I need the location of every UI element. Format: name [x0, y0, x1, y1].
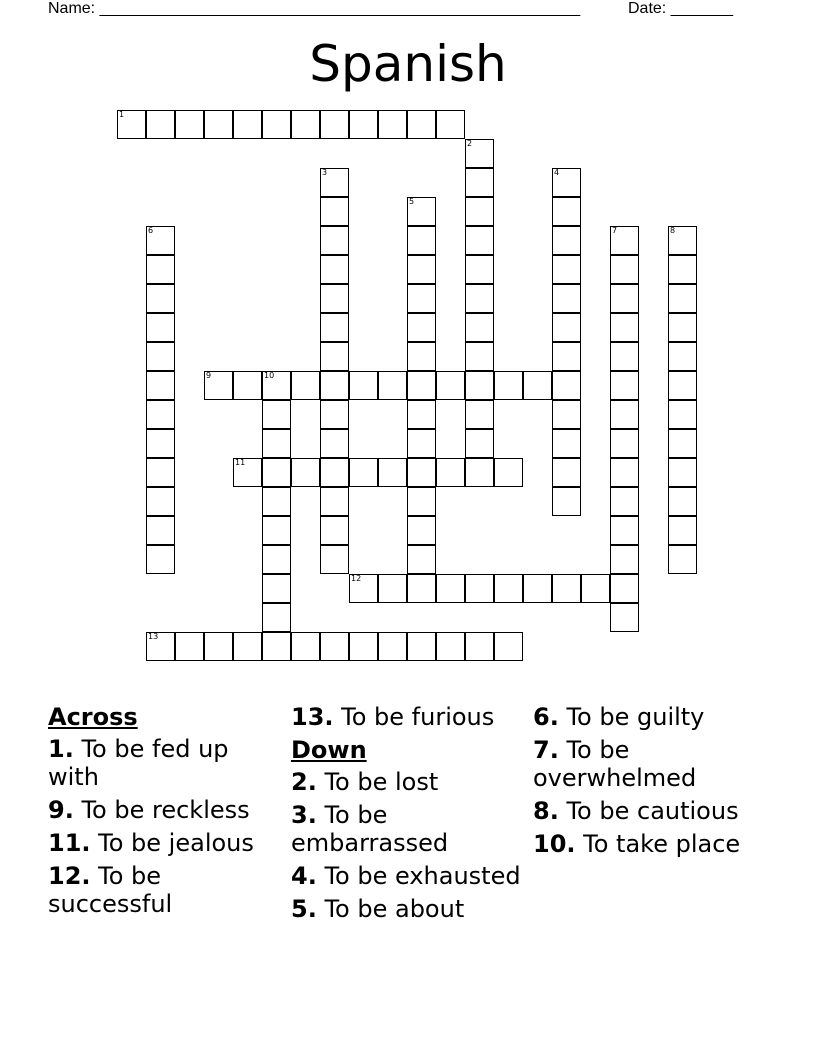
grid-cell[interactable]: [552, 574, 581, 603]
grid-cell[interactable]: [610, 429, 639, 458]
grid-cell[interactable]: [668, 458, 697, 487]
grid-cell[interactable]: [610, 226, 639, 255]
grid-cell[interactable]: [262, 371, 291, 400]
grid-cell[interactable]: [552, 313, 581, 342]
grid-cell[interactable]: [610, 603, 639, 632]
grid-cell[interactable]: [146, 255, 175, 284]
grid-cell[interactable]: [668, 400, 697, 429]
grid-cell[interactable]: [262, 487, 291, 516]
grid-cell[interactable]: [407, 574, 436, 603]
grid-cell[interactable]: [233, 632, 262, 661]
grid-cell[interactable]: [668, 429, 697, 458]
grid-cell[interactable]: [146, 284, 175, 313]
clue-number: 1: [119, 110, 125, 119]
grid-cell[interactable]: [668, 371, 697, 400]
grid-cell[interactable]: [610, 487, 639, 516]
grid-cell[interactable]: [610, 400, 639, 429]
grid-cell[interactable]: [320, 168, 349, 197]
grid-cell[interactable]: [407, 255, 436, 284]
grid-cell[interactable]: [378, 458, 407, 487]
grid-cell[interactable]: [465, 632, 494, 661]
clue-column-2: [291, 703, 527, 928]
grid-cell[interactable]: [610, 458, 639, 487]
grid-cell[interactable]: [552, 487, 581, 516]
grid-cell[interactable]: [320, 400, 349, 429]
grid-cell[interactable]: [552, 255, 581, 284]
grid-cell[interactable]: [378, 574, 407, 603]
grid-cell[interactable]: [407, 400, 436, 429]
clue-number: 10: [264, 371, 275, 380]
clue-number: 8: [670, 226, 676, 235]
grid-cell[interactable]: [146, 632, 175, 661]
grid-cell[interactable]: [668, 313, 697, 342]
grid-cell[interactable]: [407, 458, 436, 487]
grid-cell[interactable]: [552, 226, 581, 255]
grid-cell[interactable]: [465, 400, 494, 429]
grid-cell[interactable]: [668, 516, 697, 545]
grid-cell[interactable]: [668, 342, 697, 371]
grid-cell[interactable]: [610, 284, 639, 313]
grid-cell[interactable]: [320, 516, 349, 545]
grid-cell[interactable]: [552, 429, 581, 458]
grid-cell[interactable]: [436, 632, 465, 661]
clue-column-3: [533, 703, 769, 863]
clue-down-7: 7. To be overwhelmed: [533, 736, 697, 792]
grid-cell[interactable]: [407, 313, 436, 342]
grid-cell[interactable]: [291, 371, 320, 400]
grid-cell[interactable]: [407, 632, 436, 661]
grid-cell[interactable]: [407, 429, 436, 458]
clue-down-8: 8. To be cautious: [533, 797, 739, 825]
grid-cell[interactable]: [175, 632, 204, 661]
grid-cell[interactable]: [552, 400, 581, 429]
clue-number: 5: [409, 197, 415, 206]
clue-down-2: 2. To be lost: [291, 768, 439, 796]
grid-cell[interactable]: [233, 110, 262, 139]
grid-cell[interactable]: [552, 284, 581, 313]
grid-cell[interactable]: [146, 226, 175, 255]
grid-cell[interactable]: [407, 516, 436, 545]
grid-cell[interactable]: [146, 458, 175, 487]
name-field-label[interactable]: Name: ______________________________________________________: [48, 0, 581, 17]
grid-cell[interactable]: [494, 574, 523, 603]
grid-cell[interactable]: [465, 284, 494, 313]
clue-across-11: 11. To be jealous: [48, 829, 254, 857]
grid-cell[interactable]: [204, 632, 233, 661]
grid-cell[interactable]: [465, 168, 494, 197]
grid-cell[interactable]: [465, 226, 494, 255]
grid-cell[interactable]: [320, 632, 349, 661]
grid-cell[interactable]: [146, 487, 175, 516]
grid-cell[interactable]: [465, 574, 494, 603]
grid-cell[interactable]: [668, 545, 697, 574]
grid-cell[interactable]: [146, 110, 175, 139]
grid-cell[interactable]: [349, 110, 378, 139]
grid-cell[interactable]: [262, 632, 291, 661]
grid-cell[interactable]: [407, 487, 436, 516]
grid-cell[interactable]: [465, 255, 494, 284]
clue-down-5: 5. To be about: [291, 895, 465, 923]
grid-cell[interactable]: [436, 574, 465, 603]
clue-number: 3: [322, 168, 328, 177]
grid-cell[interactable]: [494, 371, 523, 400]
grid-cell[interactable]: [407, 226, 436, 255]
clue-column-1: [48, 703, 284, 923]
grid-cell[interactable]: [610, 371, 639, 400]
grid-cell[interactable]: [320, 110, 349, 139]
grid-cell[interactable]: [233, 371, 262, 400]
clue-down-6: 6. To be guilty: [533, 703, 705, 731]
grid-cell[interactable]: [407, 284, 436, 313]
grid-cell[interactable]: [262, 545, 291, 574]
grid-cell[interactable]: [668, 284, 697, 313]
grid-cell[interactable]: [117, 110, 146, 139]
grid-cell[interactable]: [407, 197, 436, 226]
grid-cell[interactable]: [204, 371, 233, 400]
grid-cell[interactable]: [320, 313, 349, 342]
grid-cell[interactable]: [494, 458, 523, 487]
grid-cell[interactable]: [320, 458, 349, 487]
grid-cell[interactable]: [465, 458, 494, 487]
clue-across-13: 13. To be furious: [291, 703, 495, 731]
grid-cell[interactable]: [320, 429, 349, 458]
clue-number: 2: [467, 139, 473, 148]
grid-cell[interactable]: [320, 545, 349, 574]
grid-cell[interactable]: [465, 429, 494, 458]
grid-cell[interactable]: [291, 632, 320, 661]
clue-number: 4: [554, 168, 560, 177]
grid-cell[interactable]: [320, 342, 349, 371]
grid-cell[interactable]: [349, 458, 378, 487]
grid-cell[interactable]: [204, 110, 233, 139]
grid-cell[interactable]: [146, 429, 175, 458]
clue-across-12: 12. To be successful: [48, 862, 173, 918]
grid-cell[interactable]: [146, 371, 175, 400]
grid-cell[interactable]: [262, 110, 291, 139]
grid-cell[interactable]: [668, 226, 697, 255]
grid-cell[interactable]: [407, 545, 436, 574]
grid-cell[interactable]: [523, 371, 552, 400]
grid-cell[interactable]: [233, 458, 262, 487]
across-heading: Across: [48, 703, 138, 731]
grid-cell[interactable]: [349, 371, 378, 400]
grid-cell[interactable]: [407, 342, 436, 371]
grid-cell[interactable]: [407, 371, 436, 400]
grid-cell[interactable]: [262, 516, 291, 545]
clue-down-3: 3. To be embarrassed: [291, 801, 449, 857]
grid-cell[interactable]: [146, 545, 175, 574]
grid-cell[interactable]: [610, 545, 639, 574]
grid-cell[interactable]: [610, 342, 639, 371]
grid-cell[interactable]: [262, 603, 291, 632]
grid-cell[interactable]: [552, 371, 581, 400]
clue-number: 12: [351, 574, 362, 583]
page-title: Spanish: [309, 35, 507, 93]
grid-cell[interactable]: [494, 632, 523, 661]
clue-number: 7: [612, 226, 618, 235]
grid-cell[interactable]: [262, 400, 291, 429]
clue-across-1: 1. To be fed up with: [48, 735, 229, 791]
grid-cell[interactable]: [262, 429, 291, 458]
grid-cell[interactable]: [465, 197, 494, 226]
grid-cell[interactable]: [465, 313, 494, 342]
clue-across-9: 9. To be reckless: [48, 796, 250, 824]
clue-number: 6: [148, 226, 154, 235]
grid-cell[interactable]: [581, 574, 610, 603]
grid-cell[interactable]: [436, 371, 465, 400]
grid-cell[interactable]: [349, 632, 378, 661]
grid-cell[interactable]: [262, 574, 291, 603]
clue-number: 11: [235, 458, 246, 467]
grid-cell[interactable]: [146, 342, 175, 371]
clue-number: 9: [206, 371, 212, 380]
grid-cell[interactable]: [610, 313, 639, 342]
header: [48, 0, 768, 20]
clue-number: 13: [148, 632, 159, 641]
grid-cell[interactable]: [465, 139, 494, 168]
grid-cell[interactable]: [552, 168, 581, 197]
grid-cell[interactable]: [378, 632, 407, 661]
grid-cell[interactable]: [320, 255, 349, 284]
grid-cell[interactable]: [320, 226, 349, 255]
clue-down-4: 4. To be exhausted: [291, 862, 521, 890]
grid-cell[interactable]: [291, 110, 320, 139]
grid-cell[interactable]: [552, 458, 581, 487]
grid-cell[interactable]: [523, 574, 552, 603]
grid-cell[interactable]: [668, 487, 697, 516]
grid-cell[interactable]: [552, 197, 581, 226]
grid-cell[interactable]: [146, 313, 175, 342]
grid-cell[interactable]: [291, 458, 320, 487]
grid-cell[interactable]: [378, 110, 407, 139]
grid-cell[interactable]: [349, 574, 378, 603]
grid-cell[interactable]: [668, 255, 697, 284]
grid-cell[interactable]: [320, 284, 349, 313]
grid-cell[interactable]: [146, 400, 175, 429]
grid-cell[interactable]: [610, 516, 639, 545]
grid-cell[interactable]: [378, 371, 407, 400]
grid-cell[interactable]: [610, 255, 639, 284]
grid-cell[interactable]: [320, 487, 349, 516]
grid-cell[interactable]: [175, 110, 204, 139]
grid-cell[interactable]: [610, 574, 639, 603]
grid-cell[interactable]: [465, 371, 494, 400]
grid-cell[interactable]: [146, 516, 175, 545]
grid-cell[interactable]: [436, 110, 465, 139]
grid-cell[interactable]: [407, 110, 436, 139]
grid-cell[interactable]: [320, 197, 349, 226]
grid-cell[interactable]: [465, 342, 494, 371]
grid-cell[interactable]: [262, 458, 291, 487]
grid-cell[interactable]: [436, 458, 465, 487]
clue-down-10: 10. To take place: [533, 830, 741, 858]
date-field-label[interactable]: Date: _______: [628, 0, 733, 17]
grid-cell[interactable]: [320, 371, 349, 400]
grid-cell[interactable]: [552, 342, 581, 371]
down-heading: Down: [291, 736, 367, 764]
